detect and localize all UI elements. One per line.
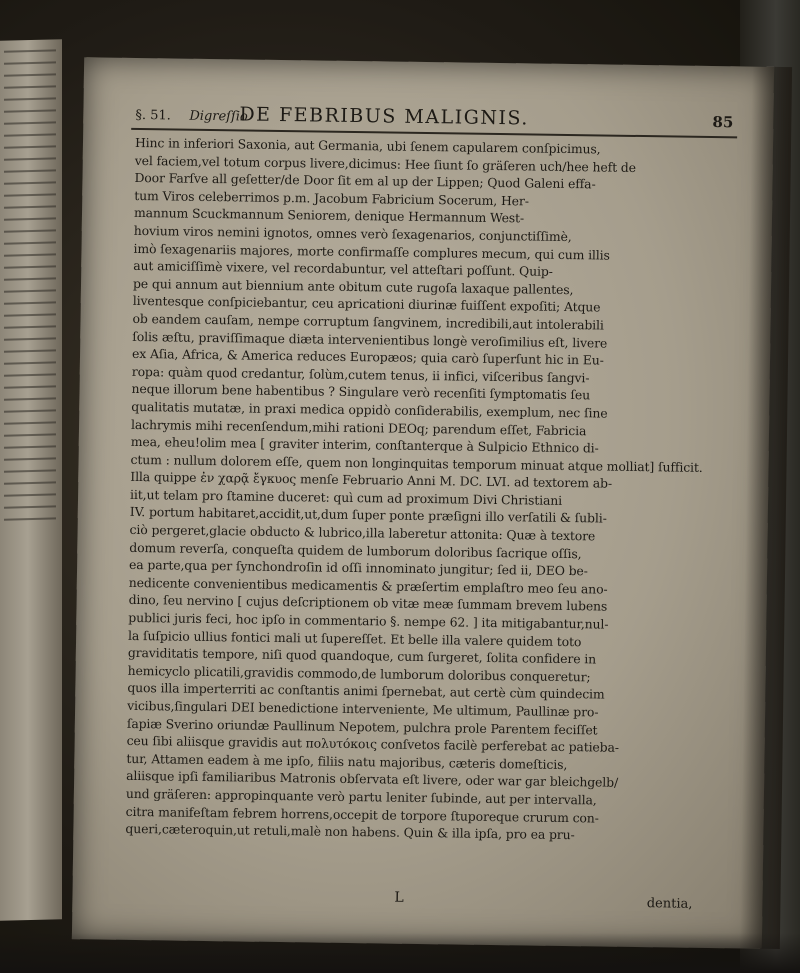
text-line: ſapiæ Sverino oriundæ Paullinum Nepotem, pulchra prole Parentem feciſſet — [126, 715, 598, 738]
text-line: quos illa imperterriti ac conſtantis animi ſpernebat, aut certè cùm quindecim — [127, 680, 605, 702]
text-line: und gräſeren: appropinquante verò partu leniter ſubinde, aut per intervalla, — [125, 785, 597, 808]
page-number: 85 — [712, 113, 734, 132]
digressio-label: Digreſſio — [189, 108, 248, 125]
text-line: liventesque conſpiciebantur, ceu apricationi diurinæ fuiſſent expoſiti; Atque — [132, 293, 601, 315]
text-line: ea parte,qua per ſynchondroſin id oſſi innominato jungitur; ſed ii, DEO be- — [129, 557, 588, 579]
dark-background-bottom — [0, 933, 800, 973]
text-line: ceu ſibi aliisque gravidis aut πολυτόκοις conſvetos facilè perferebat ac patieba- — [126, 733, 620, 755]
text-line: Door Farſve all geſetter/de Door ſit em al up der Lippen; Quod Galeni effa- — [134, 170, 596, 192]
text-line: domum reverſa, conqueſta quidem de lumborum doloribus ſacrique oſſis, — [129, 539, 582, 561]
facing-page-fragment — [0, 39, 62, 921]
text-line: aut amiciſſimè vixere, vel recordabuntur, vel atteſtari poſſunt. Quip- — [133, 258, 553, 279]
text-line: iit,ut telam pro ſtamine duceret: quì cum ad proximum Divi Christiani — [129, 486, 563, 508]
text-line: ob eandem cauſam, nempe corruptum ſangvinem, incredibili,aut intolerabili — [132, 310, 604, 333]
text-line: mannum Scuckmannum Seniorem, denique Hermannum West- — [133, 205, 525, 226]
text-line: imò ſexagenariis majores, morte confirmaſſe complures mecum, qui cum illis — [133, 240, 610, 263]
text-line: aliisque ipſi familiaribus Matronis obſervata eſt livere, oder war gar bleichgelb/ — [126, 768, 619, 791]
text-line: queri,cæteroquin,ut retuli,malè non habens. Quin & illa ipſa, pro ea pru- — [125, 821, 575, 843]
signature-mark: L — [394, 889, 404, 906]
text-line: pe qui annum aut biennium ante obitum cute rugoſa laxaque pallentes, — [132, 275, 574, 297]
text-line: tum Viros celeberrimos p.m. Jacobum Fabricium Socerum, Her- — [134, 187, 529, 209]
text-line: graviditatis tempore, niſi quod quandoque, cum ſurgeret, ſolita confidere in — [127, 645, 597, 667]
text-line: Illa quippe ἐν χαρᾷ ἔγκυος menſe Februario Anni M. DC. LVI. ad textorem ab- — [130, 469, 613, 491]
running-title: DE FEBRIBUS MALIGNIS. — [239, 103, 530, 130]
text-line: dino, ſeu nervino [ cujus deſcriptionem ob vitæ meæ ſummam brevem lubens — [128, 592, 608, 615]
text-line: publici juris feci, hoc ipſo in commentario §. nempe 62. ] ita mitigabantur,nul- — [128, 609, 609, 632]
text-line: vel faciem,vel totum corpus livere,dicimus: Hee ſiunt ſo gräſeren uch/hee heft de — [134, 152, 637, 175]
text-line: la ſuſpicio ullius fontici mali ut ſupereſſet. Et belle illa valere quidem toto — [128, 627, 582, 649]
text-line: ropa: quàm quod credantur, ſolùm,cutem tenus, ii infici, viſceribus ſangvi- — [131, 363, 590, 386]
text-line: hovium viros nemini ignotos, omnes verò ſexagenarios, conjunctiſſimè, — [133, 222, 572, 245]
text-line: tur, Attamen eadem à me ipſo, filiis natu majoribus, cæteris domeſticis, — [126, 750, 568, 772]
catchword: dentia, — [646, 896, 693, 912]
text-line: neque illorum bene habentibus ? Singulare verò recenſiti ſymptomatis ſeu — [131, 381, 591, 403]
section-number: §. 51. — [135, 107, 171, 124]
text-line: ex Aſia, Africa, & America reduces Europæos; quia carò ſuperſunt hic in Eu- — [131, 346, 604, 368]
text-line: mea, eheu!olim mea [ graviter interim, conſtanterque à Sulpicio Ethnico di- — [130, 434, 599, 456]
text-line: nedicente convenientibus medicamentis & præſertim emplaſtro meo ſeu ano- — [128, 574, 608, 597]
body-text — [125, 134, 739, 846]
text-line: vicibus,ſingulari DEI benedictione interveniente, Me ultimum, Paullinæ pro- — [127, 697, 599, 720]
book-page — [72, 57, 774, 949]
text-line: ciò pergeret,glacie obducto & lubrico,illa laberetur attonita: Quæ à textore — [129, 521, 596, 544]
text-line: ſolis æſtu, praviſſimaque diæta intervenientibus longè veroſimilius eſt, livere — [132, 328, 608, 351]
text-line: Hinc in inferiori Saxonia, aut Germania, ubi ſenem capularem conſpicimus, — [134, 134, 601, 157]
text-line: citra manifeſtam febrem horrens,occepit de torpore ſtuporeque crurum con- — [125, 803, 599, 826]
text-line: IV. portum habitaret,accidit,ut,dum ſuper ponte præſigni illo verſatili & ſubli- — [129, 504, 607, 527]
text-line: lachrymis mihi recenſendum,mihi rationi DEOq; parendum eſſet, Fabricia — [130, 416, 587, 438]
text-line: qualitatis mutatæ, in praxi medica oppidò conſiderabilis, exemplum, nec ſine — [131, 398, 608, 421]
text-line: ctum : nullum dolorem eſſe, quem non longinquitas temporum minuat atque molliat] ſufficit. — [130, 451, 703, 475]
text-line: hemicyclo plicatili,gravidis commodo,de lumborum doloribus conqueretur; — [127, 662, 591, 685]
